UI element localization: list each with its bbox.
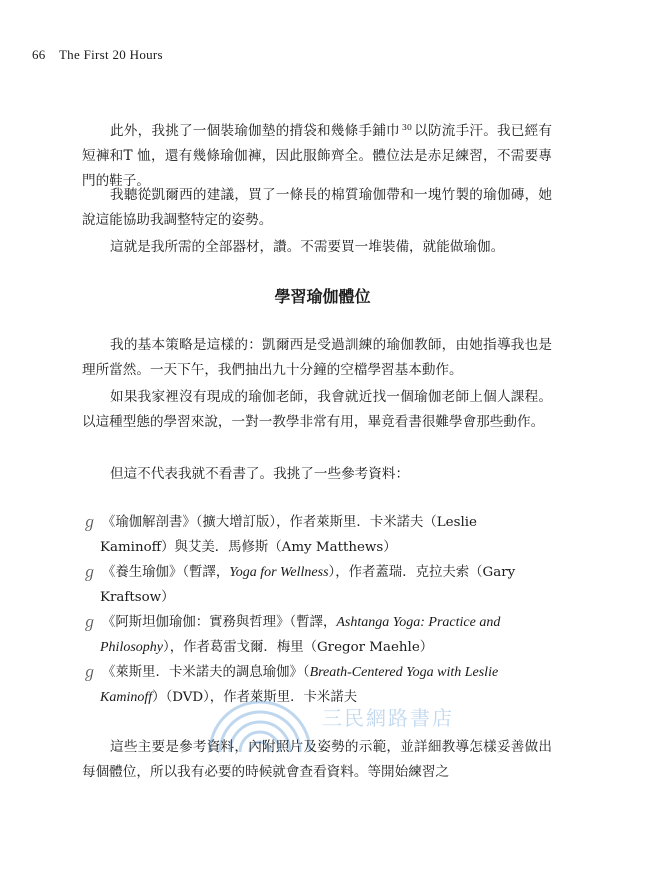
reference-item <box>82 660 562 710</box>
bullet-icon: ℊ <box>82 563 98 581</box>
reference-line: Kraftsow） <box>100 590 175 605</box>
reference-line: Kaminoff）（DVD），作者萊斯里．卡米諾夫 <box>100 690 358 705</box>
paragraph-text: 以防流手汗。我已經有短褲和T 恤，還有幾條瑜伽褲，因此服飾齊全。體位法是赤足練習，不需要專門的鞋子。 <box>82 123 553 189</box>
reference-line: 《養生瑜伽》（暫譯，Yoga for Wellness），作者蓋瑞．克拉夫索（Gary <box>102 565 516 580</box>
section-heading: 學習瑜伽體位 <box>274 287 371 306</box>
paragraph-reference-note: 這些主要是參考資料，內附照片及姿勢的示範，並詳細教導怎樣妥善做出每個體位，所以我有必要的時候就會查看資料。等開始練習之 <box>82 739 552 780</box>
page-number: 66 <box>32 47 46 62</box>
reference-list <box>82 510 562 710</box>
reference-item <box>82 510 562 560</box>
reference-line: 《阿斯坦伽瑜伽：實務與哲理》（暫譯，Ashtanga Yoga: Practice and <box>102 615 501 630</box>
footnote-marker: 30 <box>401 123 412 132</box>
paragraph-equipment: 這就是我所需的全部器材，讚。不需要買一堆裝備，就能做瑜伽。 <box>110 239 505 255</box>
reference-item <box>82 610 562 660</box>
paragraph-strategy: 我的基本策略是這樣的：凱爾西是受過訓練的瑜伽教師，由她指導我也是理所當然。一天下午，我們抽出九十分鐘的空檔學習基本動作。 <box>82 337 552 378</box>
book-title: The First 20 Hours <box>58 47 163 62</box>
bullet-icon: ℊ <box>82 513 98 531</box>
reference-line: Kaminoff）與艾美．馬修斯（Amy Matthews） <box>100 540 397 555</box>
bullet-icon: ℊ <box>82 613 98 631</box>
reference-line: Philosophy），作者葛雷戈爾．梅里（Gregor Maehle） <box>100 640 434 655</box>
paragraph-strap: 我聽從凱爾西的建議，買了一條長的棉質瑜伽帶和一塊竹製的瑜伽磚，她說這能協助我調整特定的姿勢。 <box>82 187 552 228</box>
paragraph-teacher: 如果我家裡沒有現成的瑜伽老師，我會就近找一個瑜伽老師上個人課程。以這種型態的學習來說，一對一教學非常有用，畢竟看書很難學會那些動作。 <box>82 389 552 430</box>
bullet-icon: ℊ <box>82 663 98 681</box>
paragraph-text: 此外，我挑了一個裝瑜伽墊的揹袋和幾條手鋪巾 <box>110 123 400 139</box>
paragraph-books: 但這不代表我就不看書了。我挑了一些參考資料： <box>110 466 410 482</box>
reference-line: 《瑜伽解剖書》（擴大增訂版），作者萊斯里．卡米諾夫（Leslie <box>102 515 477 530</box>
reference-item <box>82 560 562 610</box>
watermark-text: 三民網路書店 <box>322 706 454 730</box>
reference-line: 《萊斯里．卡米諾夫的調息瑜伽》（Breath-Centered Yoga with Leslie <box>102 665 499 680</box>
running-header <box>32 47 163 63</box>
